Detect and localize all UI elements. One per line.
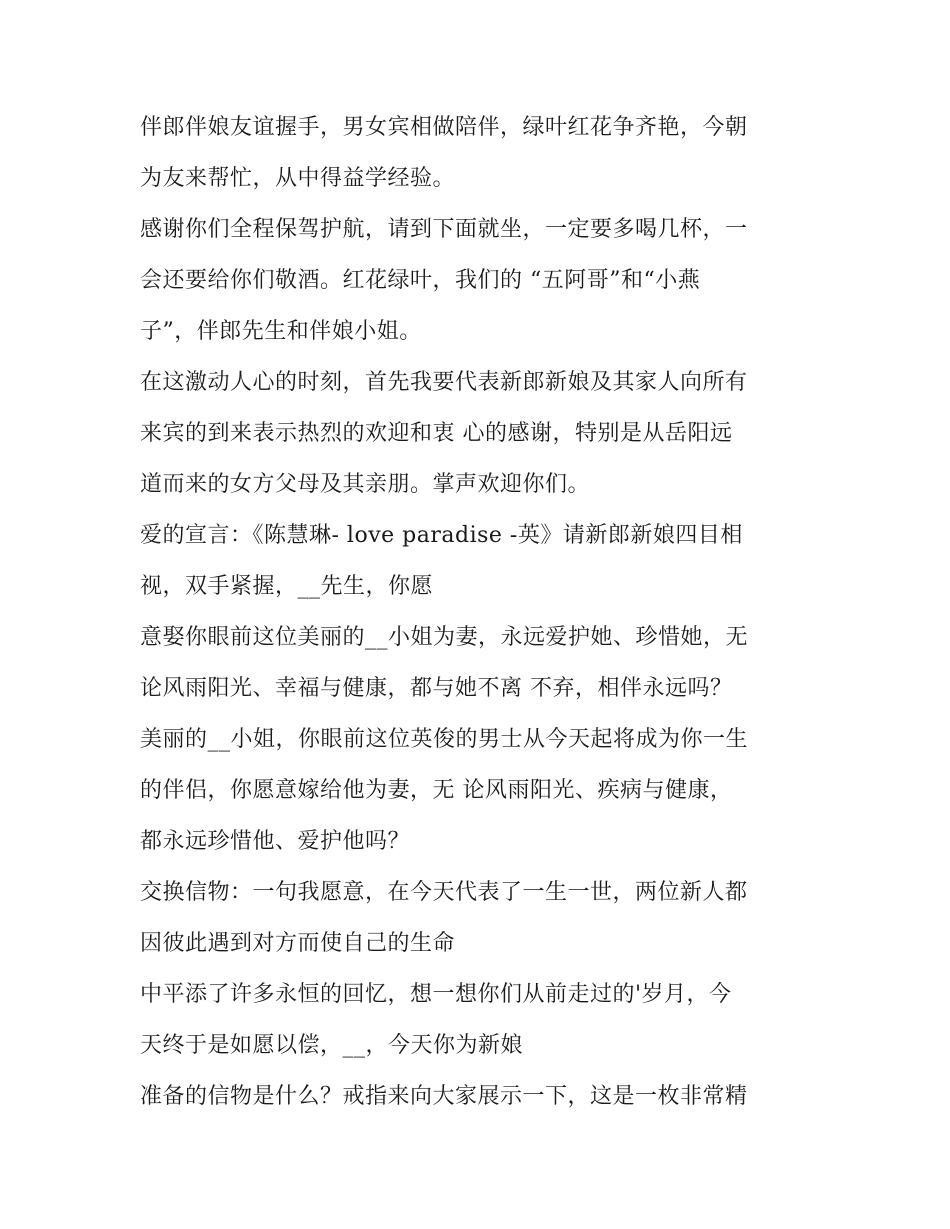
text-line: 子”，伴郎先生和伴娘小姐。: [140, 319, 422, 344]
text-line: 道而来的女方父母及其亲朋。掌声欢迎你们。: [140, 472, 591, 497]
text-line: 意娶你眼前这位美丽的__小姐为妻，永远爱护她、珍惜她，无: [140, 625, 749, 650]
text-line: 会还要给你们敬酒。红花绿叶，我们的 “五阿哥”和“小燕: [140, 268, 701, 293]
text-line: 准备的信物是什么？戒指来向大家展示一下，这是一枚非常精: [140, 1084, 748, 1109]
text-line: 爱的宣言：《陈慧琳- love paradise -英》请新郎新娘四目相: [140, 523, 743, 548]
text-line: 天终于是如愿以偿，__，今天你为新娘: [140, 1033, 524, 1058]
text-line: 美丽的__小姐，你眼前这位英俊的男士从今天起将成为你一生: [140, 727, 749, 752]
text-line: 视，双手紧握，__先生，你愿: [140, 574, 434, 599]
text-line: 论风雨阳光、幸福与健康，都与她不离 不弃，相伴永远吗？: [140, 676, 733, 701]
text-line: 的伴侣，你愿意嫁给他为妻，无 论风雨阳光、疾病与健康，: [140, 778, 733, 803]
text-line: 感谢你们全程保驾护航，请到下面就坐，一定要多喝几杯，一: [140, 217, 748, 242]
text-line: 中平添了许多永恒的回忆，想一想你们从前走过的'岁月，今: [140, 982, 732, 1007]
text-line: 来宾的到来表示热烈的欢迎和衷 心的感谢，特别是从岳阳远: [140, 421, 733, 446]
text-line: 都永远珍惜他、爱护他吗？: [140, 829, 411, 854]
text-line: 交换信物：一句我愿意，在今天代表了一生一世，两位新人都: [140, 880, 748, 905]
text-line: 为友来帮忙，从中得益学经验。: [140, 166, 456, 191]
text-line: 伴郎伴娘友谊握手，男女宾相做陪伴，绿叶红花争齐艳，今朝: [140, 115, 748, 140]
text-line: 在这激动人心的时刻，首先我要代表新郎新娘及其家人向所有: [140, 370, 748, 395]
text-line: 因彼此遇到对方而使自己的生命: [140, 931, 456, 956]
